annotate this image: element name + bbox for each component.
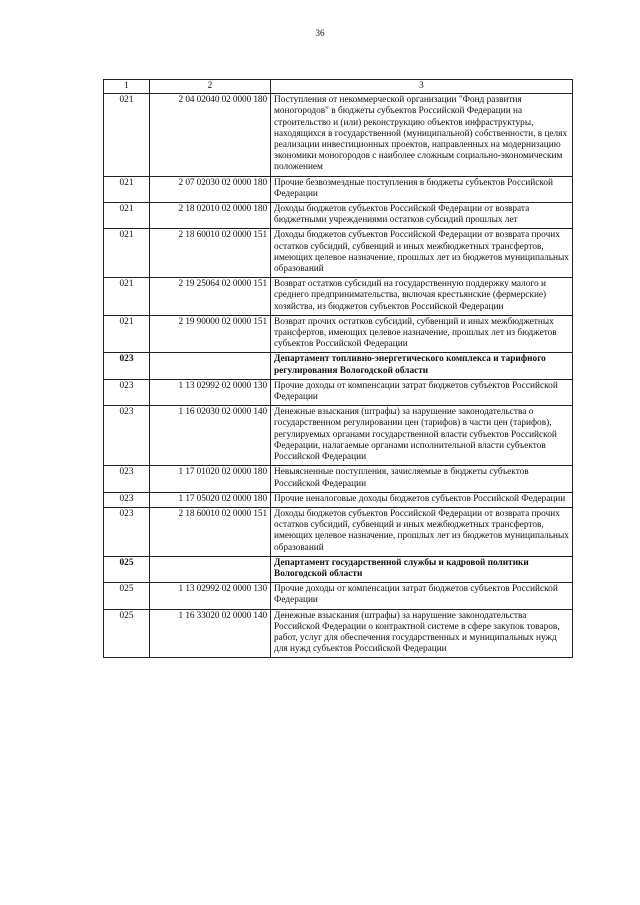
- budget-classification-code-cell: 2 18 60010 02 0000 151: [150, 229, 271, 278]
- administrator-code-cell: 021: [104, 176, 150, 202]
- table-body: [104, 94, 573, 658]
- table-row: [104, 406, 573, 466]
- column-header: 2: [150, 80, 271, 94]
- revenue-description-cell: Доходы бюджетов субъектов Российской Федерации от возврата прочих остатков субсидий, субвенций и иных межбюджетных трансфертов, имеющих целевое назначение, прошлых лет из бюджетов муниципальных образований: [271, 507, 573, 556]
- budget-classification-code-cell: 1 13 02992 02 0000 130: [150, 583, 271, 609]
- table-row: [104, 229, 573, 278]
- budget-classification-code-cell: 1 13 02992 02 0000 130: [150, 379, 271, 405]
- administrator-code-cell: 023: [104, 492, 150, 507]
- page-number: 36: [315, 28, 325, 38]
- revenue-codes-table: [103, 79, 573, 658]
- budget-classification-code-cell: 1 16 02030 02 0000 140: [150, 406, 271, 466]
- table-row: [104, 556, 573, 582]
- budget-classification-code-cell: [150, 556, 271, 582]
- table-row: [104, 583, 573, 609]
- table-header-row: [104, 80, 573, 94]
- revenue-description-cell: Прочие доходы от компенсации затрат бюджетов субъектов Российской Федерации: [271, 583, 573, 609]
- revenue-description-cell: Прочие доходы от компенсации затрат бюджетов субъектов Российской Федерации: [271, 379, 573, 405]
- administrator-code-cell: 023: [104, 353, 150, 379]
- budget-classification-code-cell: 1 16 33020 02 0000 140: [150, 609, 271, 658]
- table-row: [104, 278, 573, 316]
- table-row: [104, 176, 573, 202]
- revenue-description-cell: Денежные взыскания (штрафы) за нарушение законодательства Российской Федерации о контрактной системе в сфере закупок товаров, работ, услуг для обеспечения государственных и муниципальных нужд для нужд субъектов Российской Федерации: [271, 609, 573, 658]
- administrator-code-cell: 021: [104, 278, 150, 316]
- table-row: [104, 353, 573, 379]
- budget-classification-code-cell: 2 19 25064 02 0000 151: [150, 278, 271, 316]
- table-row: [104, 379, 573, 405]
- revenue-description-cell: Доходы бюджетов субъектов Российской Федерации от возврата бюджетными учреждениями остатков субсидий прошлых лет: [271, 203, 573, 229]
- revenue-description-cell: Доходы бюджетов субъектов Российской Федерации от возврата прочих остатков субсидий, субвенций и иных межбюджетных трансфертов, имеющих целевое назначение, прошлых лет из бюджетов муниципальных образований: [271, 229, 573, 278]
- table-row: [104, 466, 573, 492]
- revenue-description-cell: Департамент государственной службы и кадровой политики Вологодской области: [271, 556, 573, 582]
- budget-classification-code-cell: 1 17 05020 02 0000 180: [150, 492, 271, 507]
- revenue-description-cell: Прочие неналоговые доходы бюджетов субъектов Российской Федерации: [271, 492, 573, 507]
- revenue-description-cell: Возврат остатков субсидий на государственную поддержку малого и среднего предпринимательства, включая крестьянские (фермерские) хозяйства, из бюджетов субъектов Российской Федерации: [271, 278, 573, 316]
- budget-classification-code-cell: 2 04 02040 02 0000 180: [150, 94, 271, 176]
- column-header: 1: [104, 80, 150, 94]
- administrator-code-cell: 025: [104, 556, 150, 582]
- administrator-code-cell: 025: [104, 583, 150, 609]
- administrator-code-cell: 023: [104, 406, 150, 466]
- revenue-description-cell: Прочие безвозмездные поступления в бюджеты субъектов Российской Федерации: [271, 176, 573, 202]
- revenue-description-cell: Денежные взыскания (штрафы) за нарушение законодательства о государственном регулировании цен (тарифов) в части цен (тарифов), регулируемых органами государственной власти субъектов Российской Федерации, налагаемые органами исполнительной власти субъектов Российской Федерации: [271, 406, 573, 466]
- budget-classification-code-cell: 2 18 60010 02 0000 151: [150, 507, 271, 556]
- table-row: [104, 203, 573, 229]
- revenue-description-cell: Возврат прочих остатков субсидий, субвенций и иных межбюджетных трансфертов, имеющих целевое назначение, прошлых лет из бюджетов субъектов Российской Федерации: [271, 315, 573, 353]
- administrator-code-cell: 021: [104, 229, 150, 278]
- table-row: [104, 507, 573, 556]
- administrator-code-cell: 021: [104, 315, 150, 353]
- revenue-description-cell: Поступления от некоммерческой организации "Фонд развития моногородов" в бюджеты субъектов Российской Федерации на строительство и (или) реконструкцию объектов инфраструктуры, находящихся в государственной (муниципальной) собственности, в целях реализации инвестиционных проектов, направленных на модернизацию экономики моногородов с наиболее сложным социально-экономическим положением: [271, 94, 573, 176]
- table-row: [104, 492, 573, 507]
- administrator-code-cell: 021: [104, 94, 150, 176]
- table-row: [104, 609, 573, 658]
- administrator-code-cell: 025: [104, 609, 150, 658]
- table-row: [104, 315, 573, 353]
- administrator-code-cell: 023: [104, 466, 150, 492]
- column-header: 3: [271, 80, 573, 94]
- revenue-description-cell: Департамент топливно-энергетического комплекса и тарифного регулирования Вологодской области: [271, 353, 573, 379]
- administrator-code-cell: 023: [104, 507, 150, 556]
- budget-classification-code-cell: 2 07 02030 02 0000 180: [150, 176, 271, 202]
- administrator-code-cell: 021: [104, 203, 150, 229]
- budget-classification-code-cell: [150, 353, 271, 379]
- table-row: [104, 94, 573, 176]
- budget-classification-code-cell: 2 19 90000 02 0000 151: [150, 315, 271, 353]
- revenue-description-cell: Невыясненные поступления, зачисляемые в бюджеты субъектов Российской Федерации: [271, 466, 573, 492]
- administrator-code-cell: 023: [104, 379, 150, 405]
- budget-classification-code-cell: 2 18 02010 02 0000 180: [150, 203, 271, 229]
- budget-classification-code-cell: 1 17 01020 02 0000 180: [150, 466, 271, 492]
